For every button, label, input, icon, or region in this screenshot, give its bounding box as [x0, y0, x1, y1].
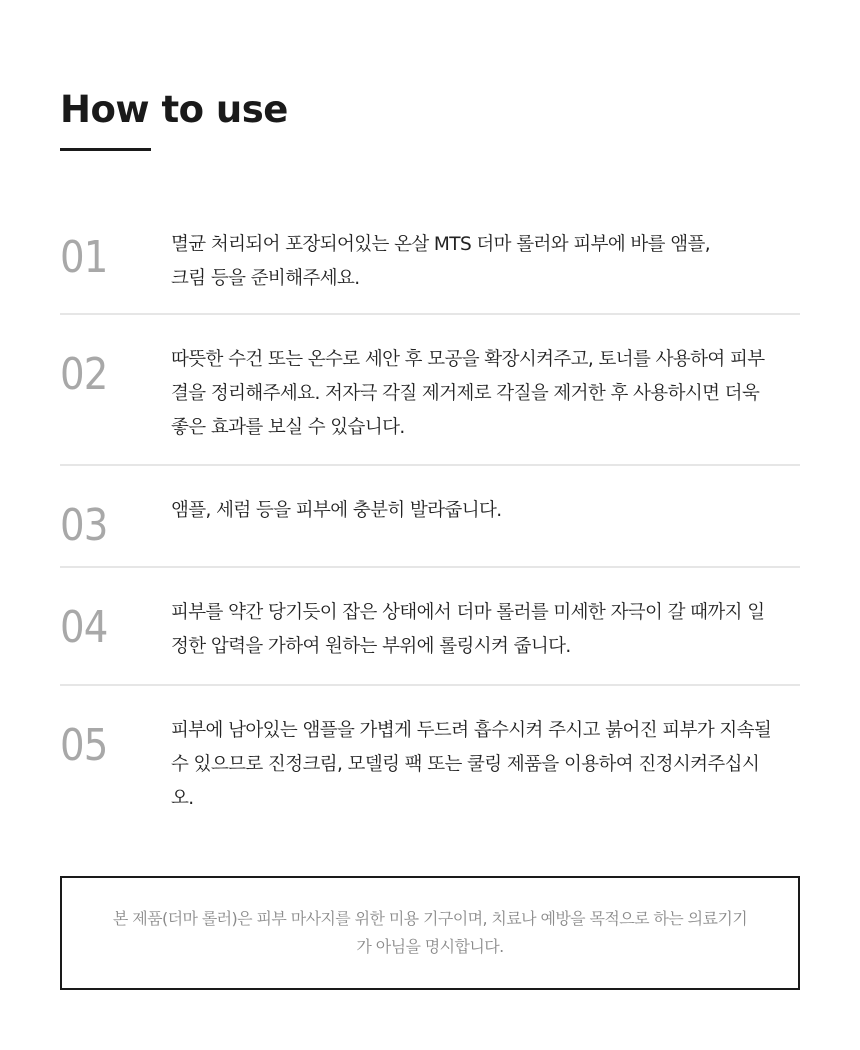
step-text: 멸균 처리되어 포장되어있는 온살 MTS 더마 롤러와 피부에 바를 앰플, 크림 등을 준비해주세요.: [171, 234, 711, 289]
step-text: 따뜻한 수건 또는 온수로 세안 후 모공을 확장시켜주고, 토너를 사용하여 피부 결을 정리해주세요. 저자극 각질 제거제로 각질을 제거한 후 사용하시면 더욱 좋은 효과를 보실 수 있습니다.: [171, 349, 765, 438]
step-text: 앰플, 세럼 등을 피부에 충분히 발라줍니다.: [171, 500, 502, 521]
disclaimer-text: 본 제품(더마 롤러)은 피부 마사지를 위한 미용 기구이며, 치료나 예방을 목적으로 하는 의료기기 가 아님을 명시합니다.: [112, 909, 748, 956]
step-number: 01: [60, 232, 108, 283]
step-text: 피부에 남아있는 앰플을 가볍게 두드려 흡수시켜 주시고 붉어진 피부가 지속될 수 있으므로 진정크림, 모델링 팩 또는 쿨링 제품을 이용하여 진정시켜주십시 오.: [171, 720, 772, 809]
step-number: 04: [60, 602, 108, 653]
step-divider: [60, 566, 800, 568]
step-number: 02: [60, 349, 108, 400]
step-divider: [60, 313, 800, 315]
title-underline: [60, 148, 151, 151]
step-divider: [60, 684, 800, 686]
step-number: 03: [60, 500, 108, 551]
step-divider: [60, 464, 800, 466]
step-number: 05: [60, 720, 108, 771]
page-title: How to use: [60, 88, 288, 131]
disclaimer-box: [60, 876, 800, 990]
step-text: 피부를 약간 당기듯이 잡은 상태에서 더마 롤러를 미세한 자극이 갈 때까지 일 정한 압력을 가하여 원하는 부위에 롤링시켜 줍니다.: [171, 602, 765, 657]
